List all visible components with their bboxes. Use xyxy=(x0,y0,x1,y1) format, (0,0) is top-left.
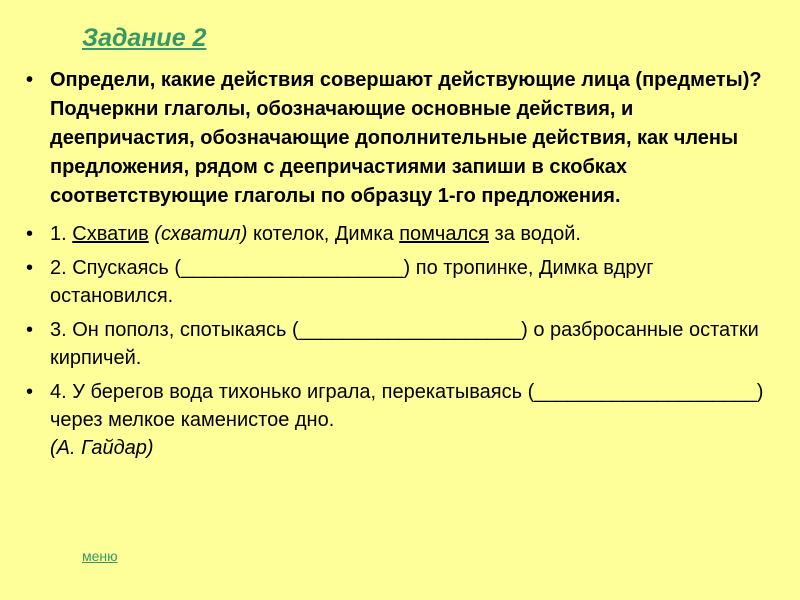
bullet-icon: • xyxy=(26,319,34,341)
menu-link[interactable]: меню xyxy=(82,548,118,564)
instruction-item xyxy=(26,66,776,211)
sentence-1-gerund: Схватив xyxy=(72,223,149,245)
sentence-2-start: 2. Спускаясь xyxy=(50,257,169,279)
sentence-1-verb: помчался xyxy=(399,223,489,245)
bullet-icon: • xyxy=(26,257,34,279)
sentence-1-num: 1. xyxy=(50,223,67,245)
bullet-icon: • xyxy=(26,381,34,403)
sentence-3 xyxy=(26,316,776,372)
sentence-4-end: через мелкое каменистое дно. xyxy=(50,409,335,431)
sentence-3-start: 3. Он пополз, спотыкаясь xyxy=(50,319,287,341)
sentence-2 xyxy=(26,254,776,310)
task-title: Задание 2 xyxy=(82,24,207,52)
sentence-2-blank: (____________________) xyxy=(174,257,411,279)
sentence-3-blank: (____________________) xyxy=(292,319,528,341)
bullet-icon: • xyxy=(26,69,34,91)
sentence-2-end: по тропинке, Димка вдруг остановился. xyxy=(50,257,654,307)
sentence-3-end: о разбросанные остатки кирпичей. xyxy=(50,319,759,369)
bullet-icon: • xyxy=(26,223,34,245)
sentence-1-middle: котелок, Димка xyxy=(252,223,394,245)
sentence-4-author: (А. Гайдар) xyxy=(50,437,154,459)
sentence-4-blank: (____________________) xyxy=(527,381,764,403)
sentence-4-start: 4. У берегов вода тихонько играла, перекатываясь xyxy=(50,381,523,403)
sentence-1 xyxy=(26,220,776,248)
sentence-4 xyxy=(26,378,776,462)
sentence-1-end: за водой. xyxy=(494,223,581,245)
sentence-1-hint: (схватил) xyxy=(154,223,248,245)
instruction-text: Определи, какие действия совершают действующие лица (предметы)? Подчеркни глаголы, обозначающие основные действия, и деепричастия, обозначающие дополнительные действия, как члены предложения, рядом с деепричастиями запиши в скобках соответствующие глаголы по образцу 1-го предложения. xyxy=(50,69,762,207)
task-list xyxy=(26,66,776,468)
